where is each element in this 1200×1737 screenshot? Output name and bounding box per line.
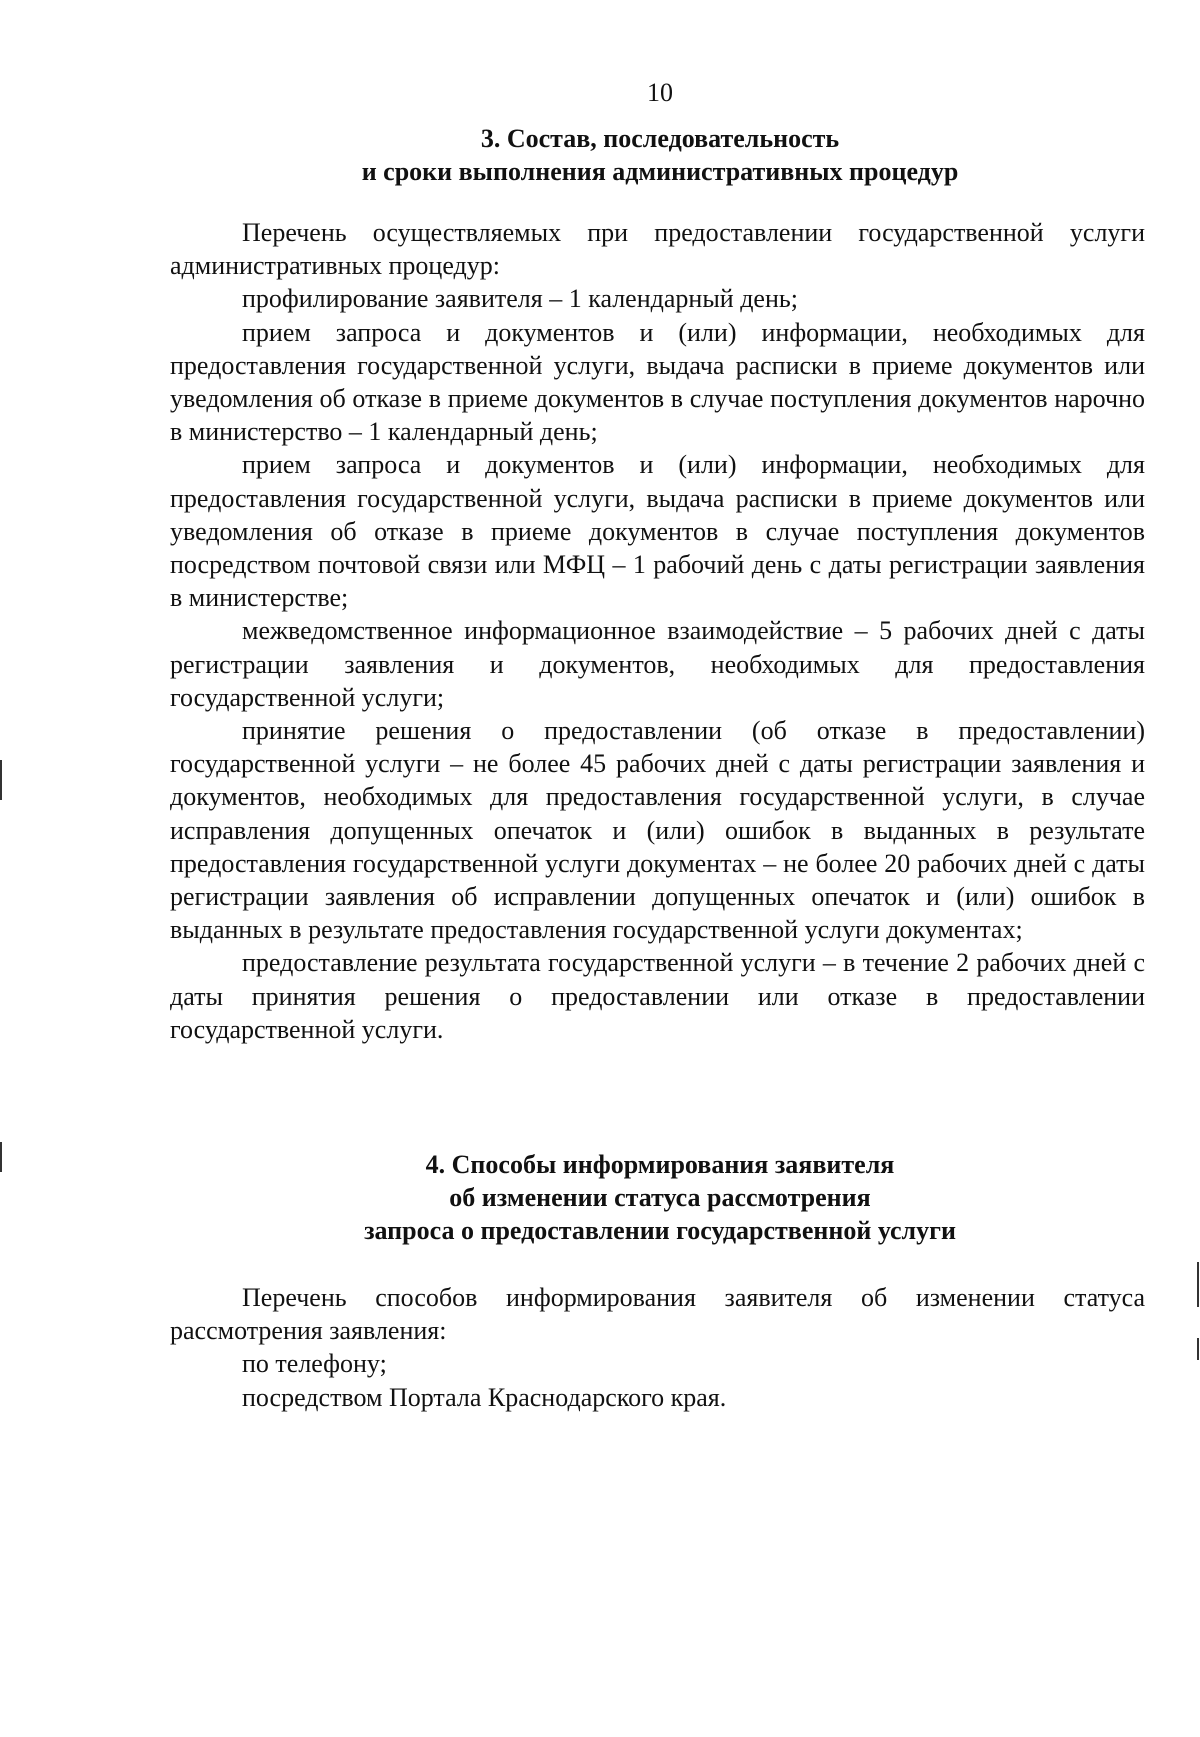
- procedure-item: прием запроса и документов и (или) информации, необходимых для предоставления государственной услуги, выдача расписки в приеме документов или уведомления об отказе в приеме документов в случае поступления документов нарочно в министерство – 1 календарный день;: [170, 317, 1145, 447]
- section-4-heading: [0, 1148, 1200, 1247]
- section-3-heading: [0, 122, 1200, 188]
- section-3-heading-line-1: 3. Состав, последовательность: [480, 124, 840, 153]
- section-4-body: [170, 1281, 1145, 1414]
- info-method-item: посредством Портала Краснодарского края.: [242, 1382, 727, 1412]
- section-3-body: [170, 216, 1145, 1046]
- section-4-intro: Перечень способов информирования заявителя об изменении статуса рассмотрения заявления:: [170, 1283, 1145, 1346]
- procedure-item: прием запроса и документов и (или) информации, необходимых для предоставления государственной услуги, выдача расписки в приеме документов или уведомления об отказе в приеме документов в случае поступления документов посредством почтовой связи или МФЦ – 1 рабочий день с даты регистрации заявления в министерстве;: [170, 450, 1145, 613]
- procedure-item: межведомственное информационное взаимодействие – 5 рабочих дней с даты регистрации заявления и документов, необходимых для предоставления государственной услуги;: [170, 616, 1145, 712]
- section-4-heading-line-1: 4. Способы информирования заявителя: [425, 1150, 895, 1179]
- section-3-intro: Перечень осуществляемых при предоставлении государственной услуги административных процедур:: [170, 218, 1145, 281]
- scan-artifact: [1197, 1262, 1199, 1307]
- scan-artifact: [0, 1142, 2, 1172]
- procedure-item: предоставление результата государственной услуги – в течение 2 рабочих дней с даты принятия решения о предоставлении или отказе в предоставлении государственной услуги.: [170, 948, 1145, 1044]
- section-3-heading-line-2: и сроки выполнения административных процедур: [361, 157, 959, 186]
- procedure-item: принятие решения о предоставлении (об отказе в предоставлении) государственной услуги – не более 45 рабочих дней с даты регистрации заявления и документов, необходимых для предоставления государственной услуги, в случае исправления допущенных опечаток и (или) ошибок в выданных в результате предоставления государственной услуги документах – не более 20 рабочих дней с даты регистрации заявления об исправлении допущенных опечаток и (или) ошибок в выданных в результате предоставления государственной услуги документах;: [170, 716, 1145, 945]
- page-number: 10: [647, 78, 673, 107]
- section-4-heading-line-3: запроса о предоставлении государственной услуги: [364, 1216, 956, 1245]
- section-4-heading-line-2: об изменении статуса рассмотрения: [449, 1183, 871, 1212]
- scan-artifact: [1197, 1338, 1199, 1360]
- procedure-item: профилирование заявителя – 1 календарный день;: [242, 284, 798, 314]
- info-method-item: по телефону;: [242, 1349, 387, 1379]
- scan-artifact: [0, 760, 2, 800]
